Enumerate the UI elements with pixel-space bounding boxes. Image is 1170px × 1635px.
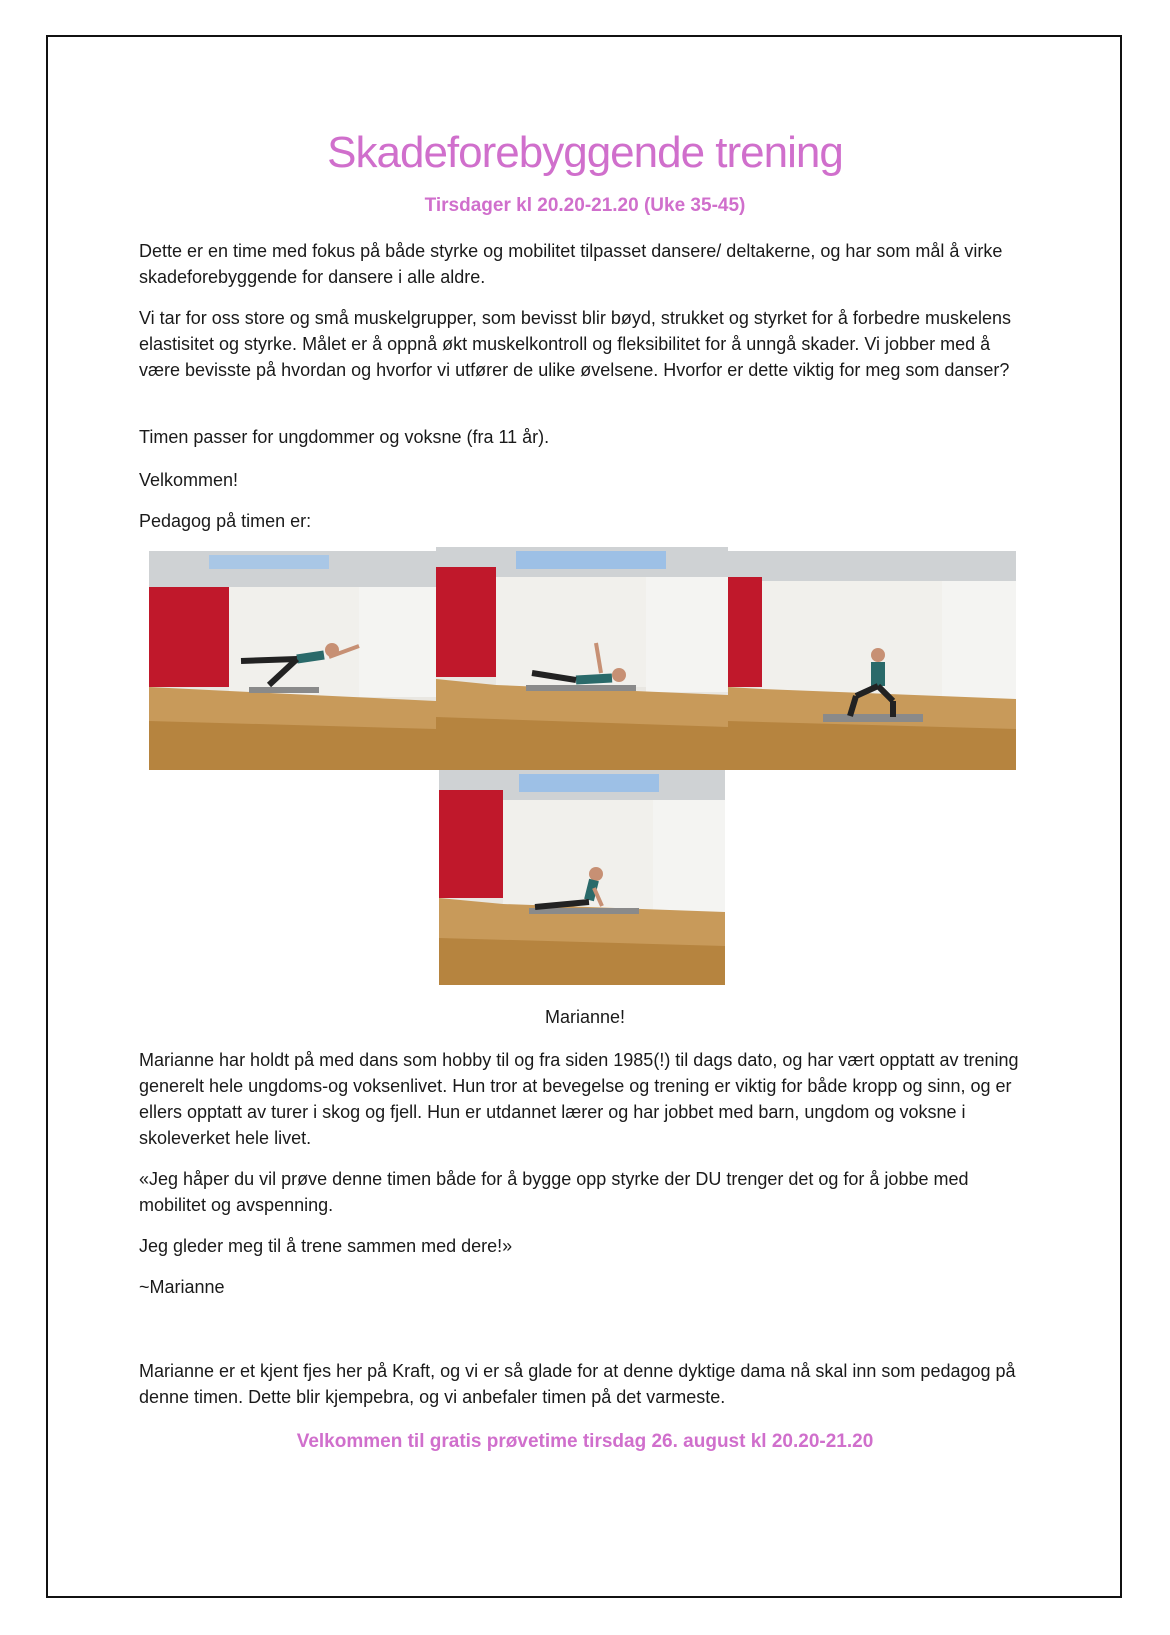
signature: ~Marianne bbox=[139, 1277, 225, 1297]
free-trial-cta: Velkommen til gratis prøvetime tirsdag 26. august kl 20.20-21.20 bbox=[296, 1431, 874, 1452]
intro-paragraph-3: Timen passer for ungdommer og voksne (fra 11 år). bbox=[139, 427, 550, 447]
exercise-photo-2 bbox=[436, 547, 728, 770]
quote-paragraph-1: «Jeg håper du vil prøve denne timen både for å bygge opp styrke der DU trenger det og for å jobbe med mobilitet og avspenning. bbox=[139, 1169, 969, 1215]
exercise-photo-3 bbox=[728, 551, 1016, 770]
exercise-photo-1 bbox=[149, 551, 436, 770]
intro-paragraph-1: Dette er en time med fokus på både styrke og mobilitet tilpasset dansere/ deltakerne, og har som mål å virke skadeforebyggende for dansere i alle aldre. bbox=[139, 241, 1003, 287]
intro-paragraph-2: Vi tar for oss store og små muskelgrupper, som bevisst blir bøyd, strukket og styrket for å forbedre muskelens elastisitet og styrke. Målet er å oppnå økt muskelkontroll og fleksibilitet for å unngå skader. Vi jobber med å være bevisste på hvordan og hvorfor vi utfører de ulike øvelsene. Hvorfor er dette viktig for meg som danser? bbox=[139, 308, 1012, 380]
schedule-subtitle: Tirsdager kl 20.20-21.20 (Uke 35-45) bbox=[424, 195, 746, 216]
exercise-photo-4 bbox=[439, 770, 725, 985]
closing-paragraph: Marianne er et kjent fjes her på Kraft, og vi er så glade for at denne dyktige dama nå skal inn som pedagog på denne timen. Dette blir kjempebra, og vi anbefaler timen på det varmeste. bbox=[139, 1361, 1016, 1407]
quote-paragraph-2: Jeg gleder meg til å trene sammen med dere!» bbox=[139, 1236, 513, 1256]
welcome-text: Velkommen! bbox=[139, 470, 239, 490]
photo-caption: Marianne! bbox=[544, 1007, 626, 1027]
page-title: Skadeforebyggende trening bbox=[327, 128, 843, 177]
teacher-intro: Pedagog på timen er: bbox=[139, 511, 312, 531]
bio-paragraph: Marianne har holdt på med dans som hobby til og fra siden 1985(!) til dags dato, og har vært opptatt av trening generelt hele ungdoms-og voksenlivet. Hun tror at bevegelse og trening er viktig for både kropp og sinn, og er ellers opptatt av turer i skog og fjell. Hun er utdannet lærer og har jobbet med barn, ungdom og voksne i skoleverket hele livet. bbox=[139, 1050, 1019, 1148]
